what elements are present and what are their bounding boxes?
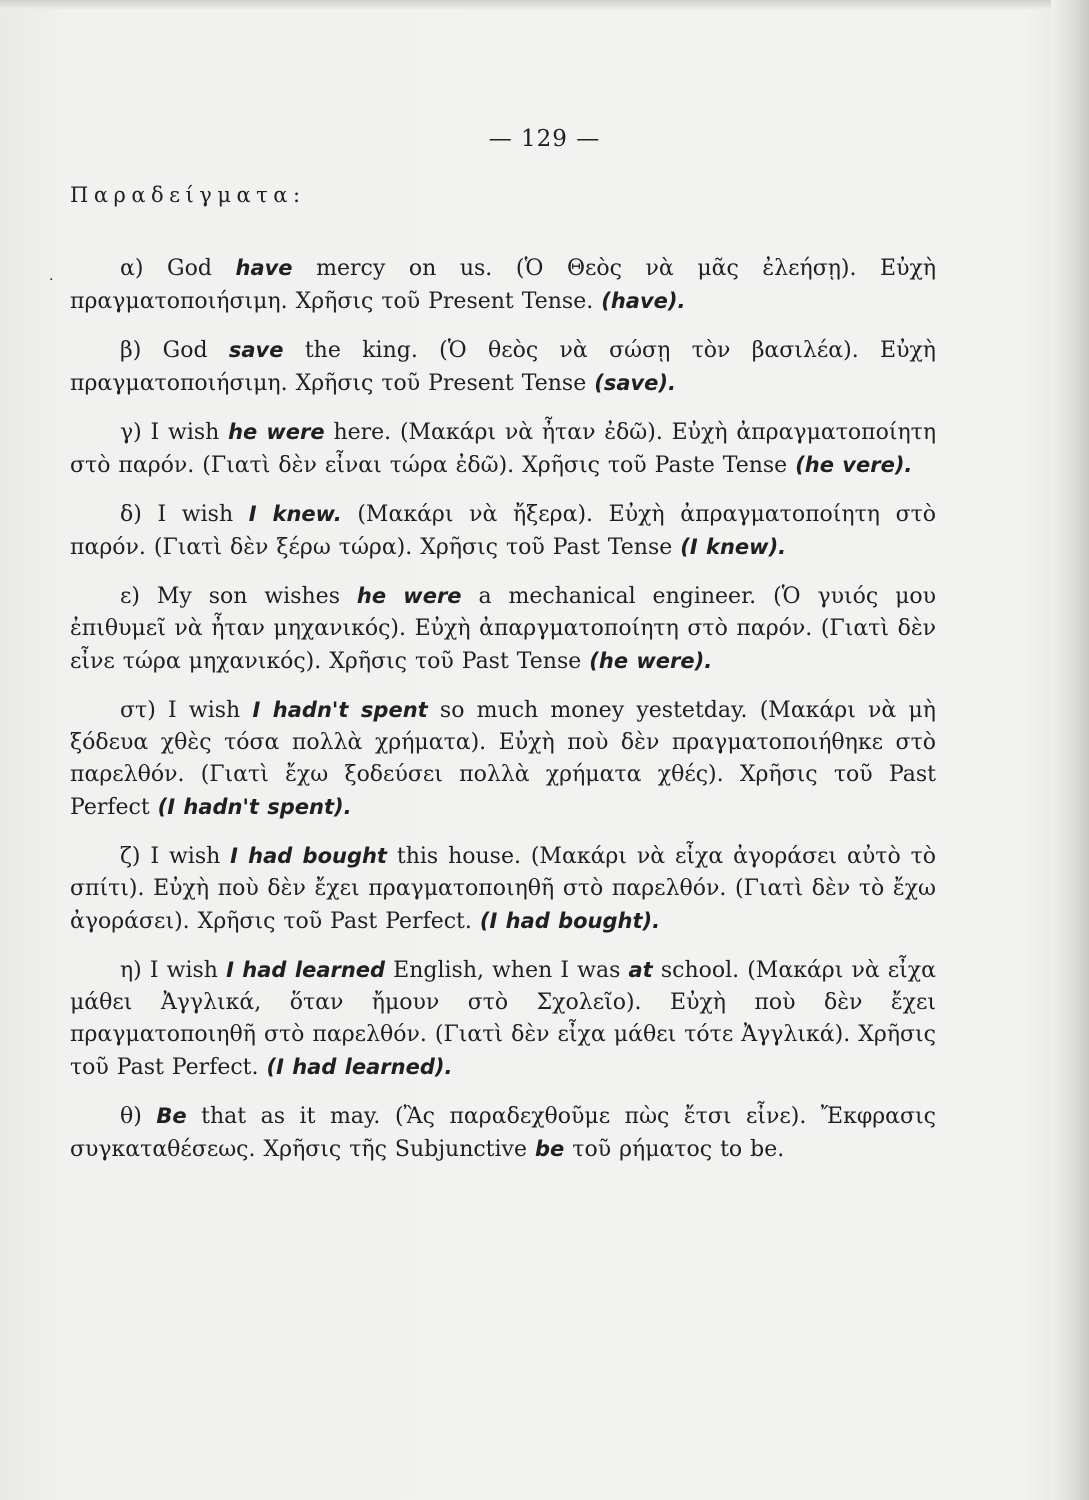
- example-paragraph: [70, 252, 936, 318]
- example-text: school. (Μακάρι νὰ εἶχα μάθει Ἀγγλικά, ὅταν ἤμουν στὸ Σχολεῖο). Εὐχὴ ποὺ δὲν ἔχει πραγματοποιηθῆ στὸ παρελθόν. (Γιατὶ δὲν εἶχα μάθει τότε Ἀγγλικά). Χρῆσις τοῦ Past Perfect.: [70, 958, 936, 1080]
- example-highlight: Be: [156, 1104, 187, 1128]
- example-highlight: I had learned: [226, 958, 386, 982]
- example-paragraph: [70, 416, 936, 482]
- example-text: β) God: [120, 338, 229, 363]
- example-paragraph: [70, 334, 936, 400]
- example-text: στ) I wish: [120, 698, 253, 723]
- example-highlight: I hadn't spent: [252, 698, 428, 722]
- example-highlight: have: [235, 256, 293, 280]
- example-tense-label: (have).: [601, 289, 686, 313]
- example-tense-label: (I had bought).: [479, 909, 661, 933]
- example-text: α) God: [120, 256, 236, 281]
- example-text: mercy on us. (Ὁ Θεὸς νὰ μᾶς ἐλεήσῃ). Εὐχὴ πραγματοποιήσιμη. Χρῆσις τοῦ Present Tense.: [70, 256, 936, 314]
- example-highlight: I had bought: [230, 844, 387, 868]
- example-text: ε) My son wishes: [120, 584, 357, 609]
- example-paragraph: [70, 580, 936, 678]
- page-number: — 129 —: [488, 126, 601, 152]
- example-text: (Μακάρι νὰ ἤξερα). Εὐχὴ ἀπραγματοποίητη στὸ παρόν. (Γιατὶ δὲν ξέρω τώρα). Χρῆσις τοῦ Past Tense: [70, 502, 937, 560]
- example-text: γ) I wish: [120, 420, 229, 445]
- example-highlight: I knew.: [248, 502, 342, 526]
- example-tense-label: (I hadn't spent).: [157, 795, 352, 819]
- example-paragraph: [70, 498, 936, 564]
- example-highlight: he were: [228, 420, 325, 444]
- example-text: τοῦ ρήματος to be.: [564, 1137, 785, 1162]
- example-text: here. (Μακάρι νὰ ἦταν ἐδῶ). Εὐχὴ ἀπραγματοποίητη στὸ παρόν. (Γιατὶ δὲν εἶναι τώρα ἐδῶ). Χρῆσις τοῦ Paste Tense: [70, 420, 937, 478]
- examples-list: [70, 252, 936, 1182]
- example-paragraph: [70, 954, 936, 1084]
- example-text: η) I wish: [120, 958, 227, 983]
- example-paragraph: [70, 840, 936, 938]
- example-paragraph: [70, 1100, 936, 1166]
- example-tense-label: (he vere).: [795, 453, 913, 477]
- example-highlight: at: [628, 958, 653, 982]
- example-highlight: save: [228, 338, 284, 362]
- page-top-edge: [0, 0, 1089, 10]
- example-text: the king. (Ὁ θεὸς νὰ σώσῃ τὸν βασιλέα). Εὐχὴ πραγματοποιήσιμη. Χρῆσις τοῦ Present Tense: [70, 338, 936, 396]
- example-tense-label: (I had learned).: [266, 1055, 453, 1079]
- section-heading: Παραδείγματα:: [70, 183, 306, 207]
- example-text: English, when I was: [385, 958, 629, 983]
- example-text: δ) I wish: [120, 502, 249, 527]
- example-highlight: be: [535, 1137, 565, 1161]
- example-text: θ): [120, 1104, 157, 1129]
- example-tense-label: (save).: [594, 371, 676, 395]
- page-right-edge: [1051, 0, 1089, 1500]
- example-tense-label: (he were).: [589, 649, 713, 673]
- example-highlight: he were: [356, 584, 462, 608]
- example-text: this house. (Μακάρι νὰ εἶχα ἀγοράσει αὐτὸ τὸ σπίτι). Εὐχὴ ποὺ δὲν ἔχει πραγματοποιηθῆ στὸ παρελθόν. (Γιατὶ δὲν τὸ ἔχω ἀγοράσει). Χρῆσις τοῦ Past Perfect.: [70, 844, 936, 934]
- example-paragraph: [70, 694, 936, 824]
- example-text: that as it may. (Ἂς παραδεχθοῦμε πὼς ἔτσι εἶνε). Ἔκφρασις συγκαταθέσεως. Χρῆσις τῆς Subjunctive: [70, 1104, 936, 1162]
- margin-dot: ·: [49, 272, 54, 288]
- example-tense-label: (I knew).: [680, 535, 787, 559]
- example-text: so much money yestetday. (Μακάρι νὰ μὴ ξόδευα χθὲς τόσα πολλὰ χρήματα). Εὐχὴ ποὺ δὲν πραγματοποιήθηκε στὸ παρελθόν. (Γιατὶ ἔχω ξοδεύσει πολλὰ χρήματα χθές). Χρῆσις τοῦ Past Perfect: [70, 698, 936, 820]
- example-text: ζ) I wish: [120, 844, 231, 869]
- example-text: a mechanical engineer. (Ὁ γυιός μου ἐπιθυμεῖ νὰ ἦταν μηχανικός). Εὐχὴ ἀπαργματοποίητη στὸ παρόν. (Γιατὶ δὲν εἶνε τώρα μηχανικός). Χρῆσις τοῦ Past Tense: [70, 584, 936, 674]
